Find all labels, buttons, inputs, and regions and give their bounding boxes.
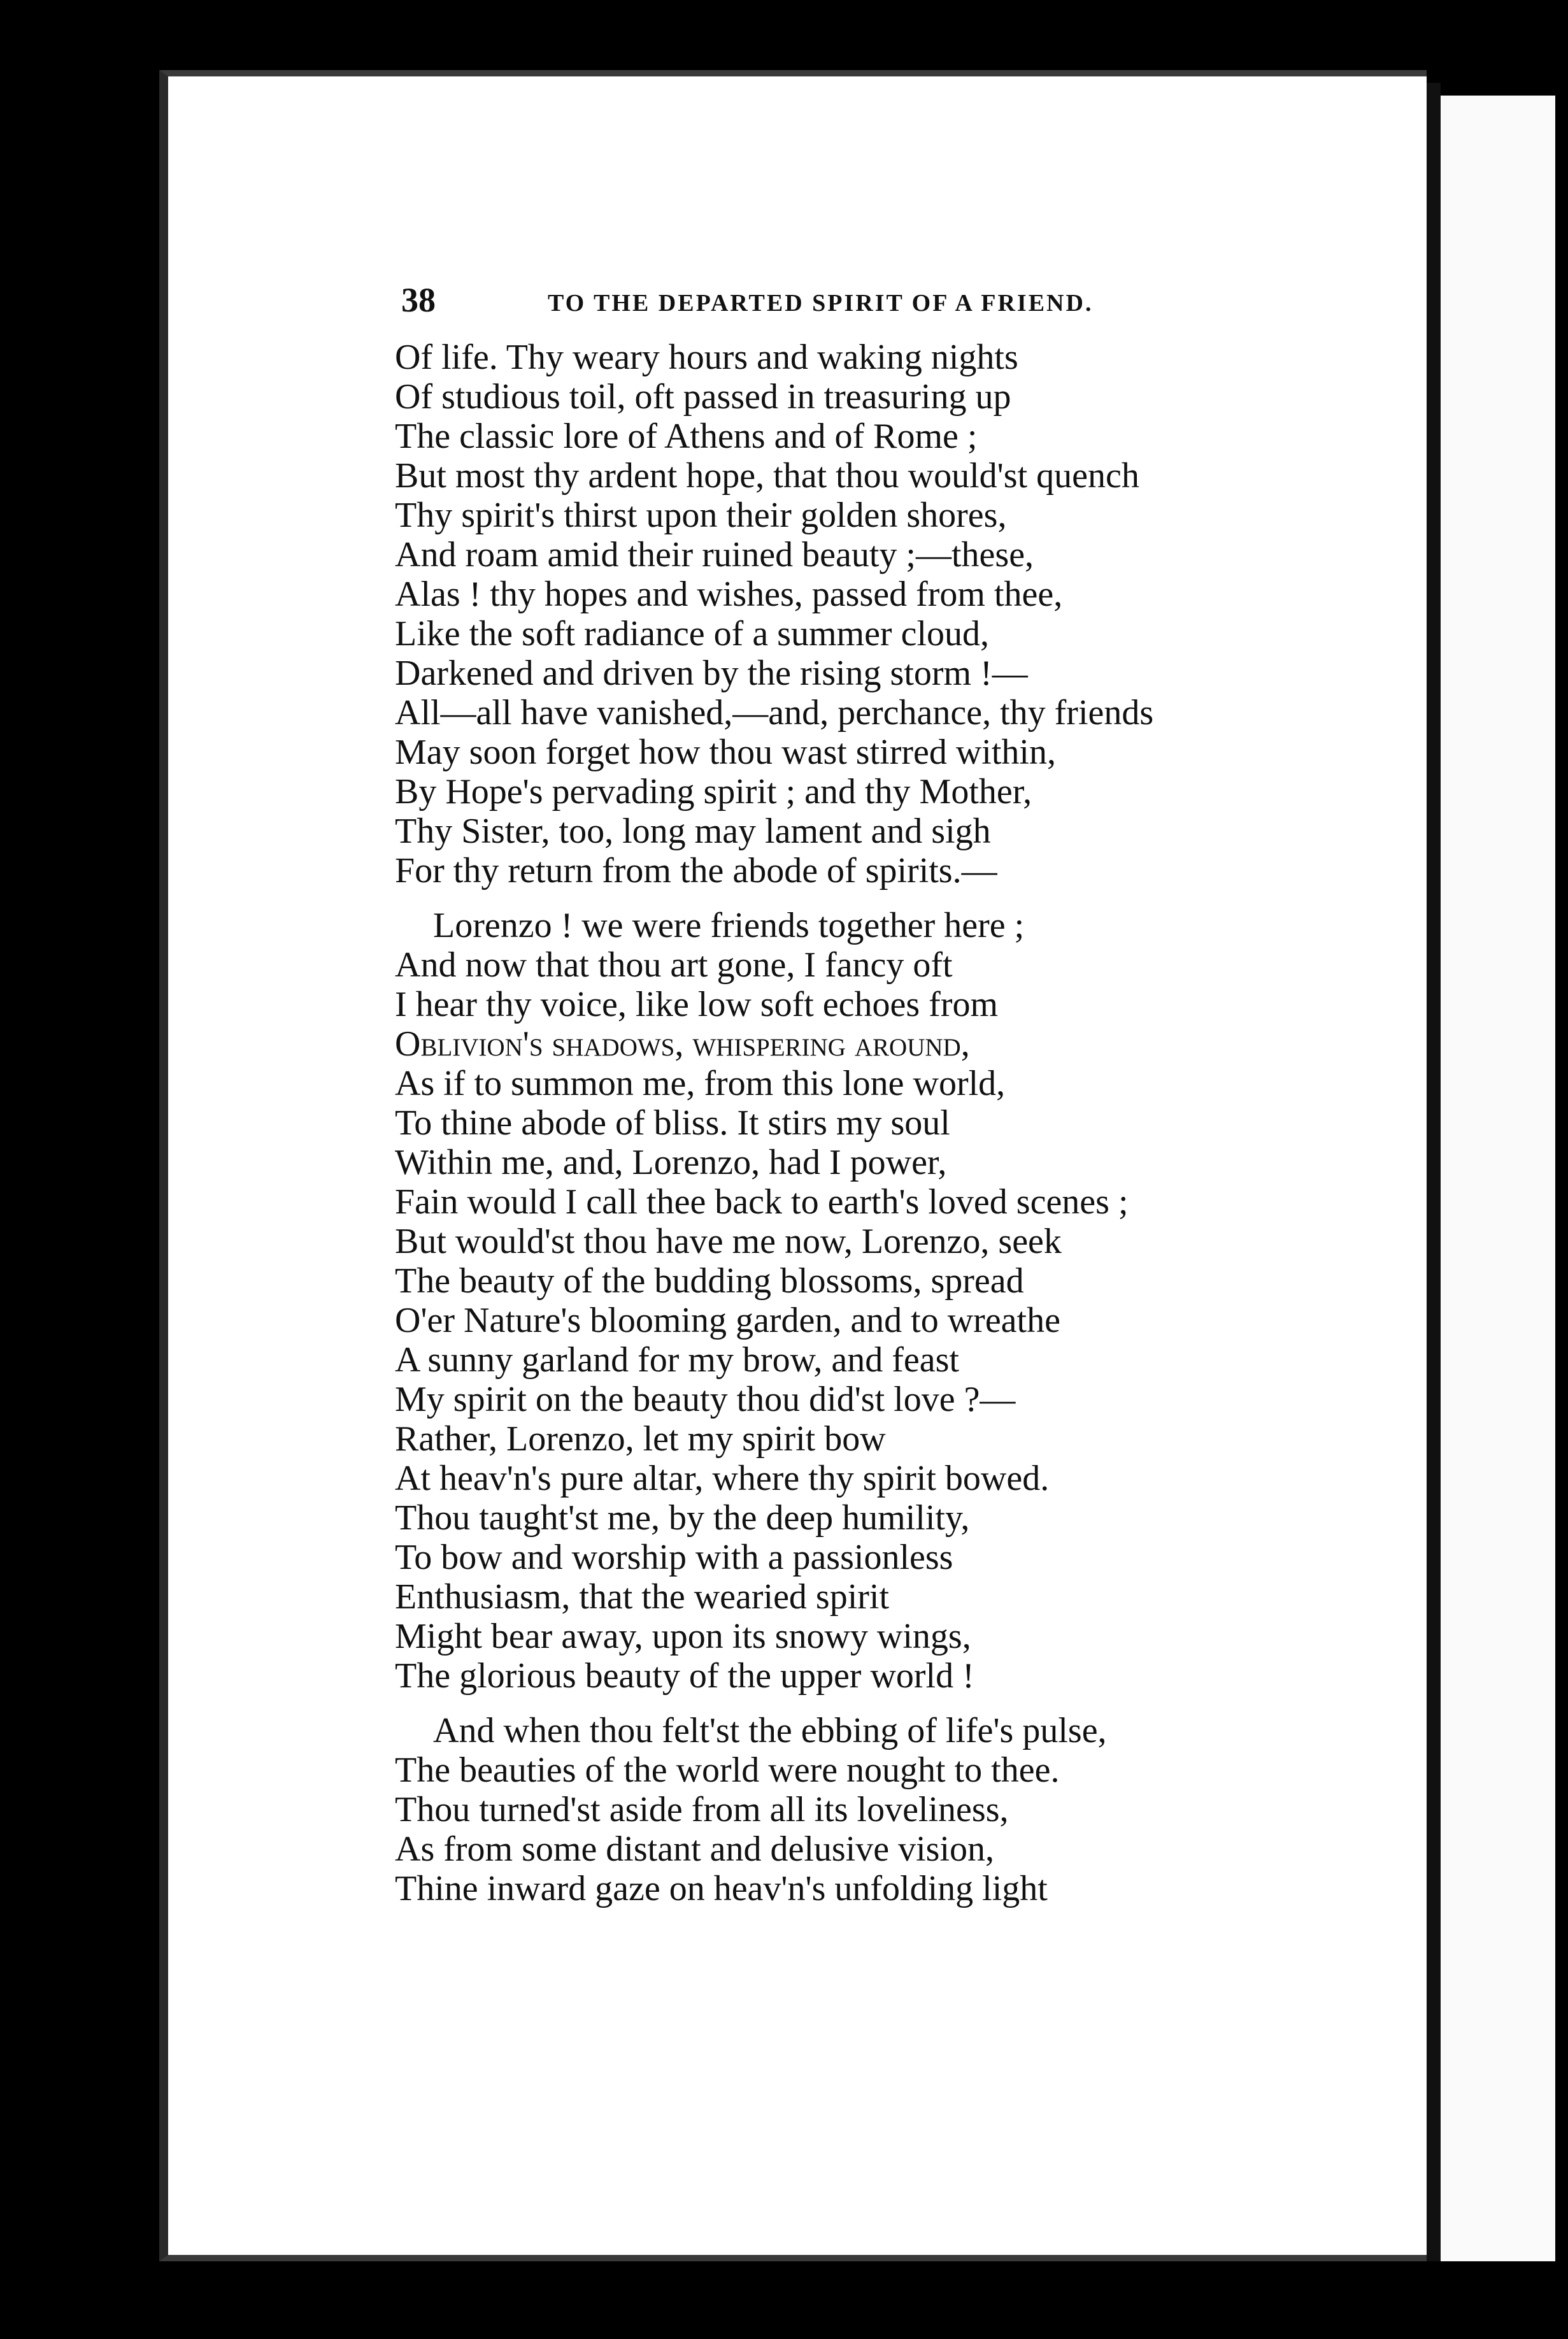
poem-line: Like the soft radiance of a summer cloud, — [395, 614, 989, 654]
poem-line: All—all have vanished,—and, perchance, thy friends — [395, 693, 1154, 733]
poem-line: Within me, and, Lorenzo, had I power, — [395, 1143, 947, 1182]
poem-line: But would'st thou have me now, Lorenzo, seek — [395, 1222, 1062, 1261]
poem-line: At heav'n's pure altar, where thy spirit bowed. — [395, 1459, 1050, 1498]
stanza-2 — [395, 906, 1312, 1696]
poem-line: But most thy ardent hope, that thou would'st quench — [395, 456, 1139, 496]
poem-line: And now that thou art gone, I fancy oft — [395, 945, 953, 985]
poem-line: And when thou felt'st the ebbing of life's pulse, — [433, 1711, 1107, 1750]
poem-line: By Hope's pervading spirit ; and thy Mother, — [395, 772, 1032, 812]
poem-line: The beauties of the world were nought to thee. — [395, 1750, 1060, 1790]
poem-body — [395, 338, 1312, 1908]
page-number: 38 — [401, 281, 436, 319]
poem-line: Thy spirit's thirst upon their golden shores, — [395, 496, 1007, 535]
poem-line: Of life. Thy weary hours and waking nights — [395, 338, 1018, 377]
poem-line: To bow and worship with a passionless — [395, 1538, 953, 1577]
poem-line: The glorious beauty of the upper world ! — [395, 1656, 974, 1696]
poem-line: Rather, Lorenzo, let my spirit bow — [395, 1419, 886, 1459]
poem-line: Might bear away, upon its snowy wings, — [395, 1617, 971, 1656]
stanza-3 — [395, 1711, 1312, 1908]
poem-line: May soon forget how thou wast stirred within, — [395, 733, 1056, 772]
poem-line: Of studious toil, oft passed in treasuring up — [395, 377, 1011, 417]
poem-line: Darkened and driven by the rising storm !— — [395, 654, 1028, 693]
poem-line: O'er Nature's blooming garden, and to wreathe — [395, 1301, 1060, 1340]
poem-line: The beauty of the budding blossoms, spread — [395, 1261, 1024, 1301]
page-header — [401, 280, 1165, 325]
poem-line: For thy return from the abode of spirits.— — [395, 851, 997, 891]
poem-line: A sunny garland for my brow, and feast — [395, 1340, 959, 1380]
running-title: TO THE DEPARTED SPIRIT OF A FRIEND. — [548, 290, 1094, 317]
poem-line: Thy Sister, too, long may lament and sigh — [395, 812, 991, 851]
poem-line: As from some distant and delusive vision, — [395, 1829, 995, 1869]
poem-line: And roam amid their ruined beauty ;—these, — [395, 535, 1034, 575]
poem-line: Alas ! thy hopes and wishes, passed from thee, — [395, 575, 1063, 614]
poem-line: Oblivion's shadows, whispering around, — [395, 1024, 970, 1064]
poem-line: Thou turned'st aside from all its loveliness, — [395, 1790, 1009, 1829]
poem-line: As if to summon me, from this lone world, — [395, 1064, 1006, 1103]
page-gutter — [1427, 83, 1441, 2261]
poem-line: To thine abode of bliss. It stirs my soul — [395, 1103, 950, 1143]
poem-line: Lorenzo ! we were friends together here ; — [433, 906, 1025, 945]
adjacent-page-edge — [1441, 96, 1555, 2261]
poem-line: Thine inward gaze on heav'n's unfolding light — [395, 1869, 1048, 1908]
poem-line: I hear thy voice, like low soft echoes from — [395, 985, 999, 1024]
poem-line: My spirit on the beauty thou did'st love ?— — [395, 1380, 1016, 1419]
poem-line: Thou taught'st me, by the deep humility, — [395, 1498, 970, 1538]
poem-line: Enthusiasm, that the wearied spirit — [395, 1577, 890, 1617]
stanza-1 — [395, 338, 1312, 891]
poem-line: Fain would I call thee back to earth's loved scenes ; — [395, 1182, 1129, 1222]
poem-line: The classic lore of Athens and of Rome ; — [395, 417, 978, 456]
